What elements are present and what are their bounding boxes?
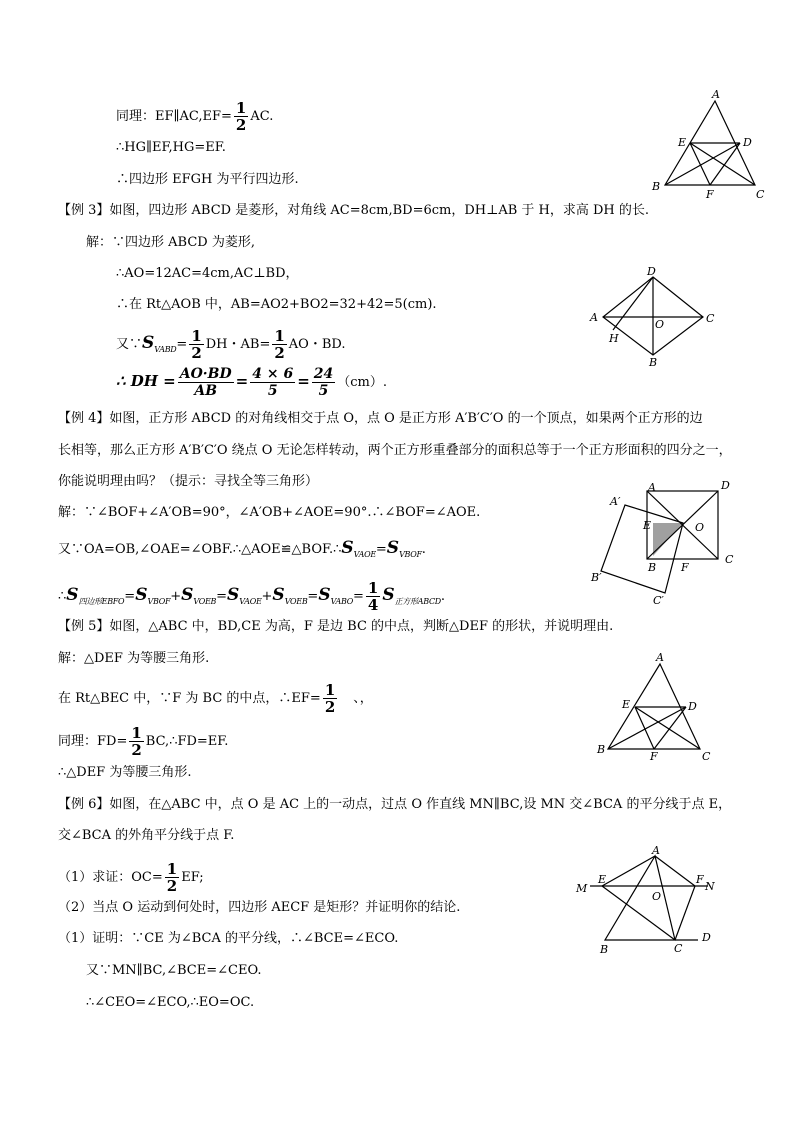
line-2: ∴HG∥EF,HG=EF. [116, 140, 226, 155]
svg-text:E: E [622, 698, 631, 711]
example-3-heading: 【例 3】如图，四边形 ABCD 是菱形，对角线 AC=8cm,BD=6cm，DH⊥AB 于 H，求高 DH 的长. [58, 203, 650, 218]
figure-triangle-mn [570, 840, 730, 960]
svg-text:A: A [648, 481, 656, 494]
svg-text:F: F [650, 750, 658, 763]
line-12: 你能说明理由吗？（提示：寻找全等三角形） [58, 474, 319, 489]
line-20: ∴△DEF 为等腰三角形. [58, 765, 192, 780]
line-25: （1）证明：∵CE 为∠BCA 的平分线，∴∠BCE=∠ECO. [58, 931, 399, 946]
line-14: 又$\because OA=OB,\angle OAE=\angle OBF.\therefore\triangle AOE≌\triangle BOF.\therefore S_{VAOE}=S_{VBOF}$. [58, 538, 426, 559]
svg-text:C: C [674, 942, 683, 955]
svg-text:E: E [678, 136, 687, 149]
svg-text:A: A [590, 311, 598, 324]
svg-text:O: O [655, 318, 665, 331]
example-4-heading: 【例 4】如图，正方形 ABCD 的对角线相交于点 O，点 O 是正方形 A′B′C′O 的一个顶点，如果两个正方形的边 [58, 411, 703, 426]
svg-text:N: N [705, 880, 715, 893]
svg-text:E: E [643, 519, 652, 532]
svg-text:B: B [648, 561, 657, 574]
line-26: 又∵MN∥BC,∠BCE=∠CEO. [86, 963, 262, 978]
svg-text:A: A [712, 88, 720, 101]
line-27: ∴∠CEO=∠ECO,∴EO=OC. [86, 995, 255, 1010]
svg-text:A′: A′ [610, 495, 621, 508]
figure-rhombus [585, 262, 725, 372]
line-15: $\therefore S_{四边形EBFO}=S_{VBOF}+S_{VOEB}=S_{VAOE}+S_{VOEB}=S_{VABO}=$ $\frac{1}{4}$ $S_{正方形ABCD}$. [58, 579, 446, 614]
line-1: 同理：EF∥AC,EF= $\frac{1}{2}$ AC. [116, 99, 274, 134]
svg-text:H: H [609, 332, 619, 345]
line-3: ∴四边形 EFGH 为平行四边形. [116, 172, 299, 187]
figure-triangle-2 [590, 652, 720, 767]
svg-text:C′: C′ [653, 594, 664, 607]
line-17: 解：△DEF 为等腰三角形. [58, 651, 210, 666]
figure-two-squares [585, 475, 745, 615]
svg-text:A: A [656, 651, 664, 664]
line-23: （1）求证：OC= $\frac{1}{2}$ EF; [58, 860, 204, 895]
example-6-heading: 【例 6】如图，在△ABC 中，点 O 是 AC 上的一动点，过点 O 作直线 MN∥BC,设 MN 交∠BCA 的平分线于点 E， [58, 797, 732, 812]
line-13: 解：∵∠BOF+∠A′OB=90°，∠A′OB+∠AOE=90°.∴∠BOF=∠AOE. [58, 505, 481, 520]
svg-text:C: C [756, 188, 765, 201]
line-7: ∴在 Rt△AOB 中，AB=AO2+BO2=32+42=5(cm). [116, 297, 437, 312]
line-6: ∴AO=12AC=4cm,AC⊥BD， [116, 266, 299, 281]
svg-text:C: C [702, 750, 711, 763]
svg-text:B: B [597, 743, 606, 756]
svg-text:D: D [647, 265, 656, 278]
svg-text:D: D [721, 479, 730, 492]
svg-text:D: D [743, 136, 752, 149]
line-5: 解：∵四边形 ABCD 为菱形, [86, 235, 255, 250]
line-8: 又$\because S_{VABD}=$ $\frac{1}{2}$ DH・AB= $\frac{1}{2}$ AO・BD. [116, 327, 346, 362]
line-22: 交∠BCA 的外角平分线于点 F. [58, 828, 235, 843]
example-5-heading: 【例 5】如图，△ABC 中，BD,CE 为高，F 是边 BC 的中点，判断△DEF 的形状，并说明理由. [58, 619, 614, 634]
svg-text:A: A [652, 844, 660, 857]
svg-text:B: B [649, 356, 658, 369]
line-24: （2）当点 O 运动到何处时，四边形 AECF 是矩形？并证明你的结论. [58, 900, 461, 915]
figure-triangle-1 [640, 86, 780, 201]
svg-text:O: O [652, 890, 662, 903]
line-9: ∴ DH = $\frac{AO\cdot BD}{AB}$ = $\frac{4 \times 6}{5}$ = $\frac{24}{5}$ （cm）. [116, 366, 388, 399]
svg-text:C: C [706, 312, 715, 325]
svg-text:D: D [688, 700, 697, 713]
svg-text:D: D [702, 931, 711, 944]
line-19: 同理：FD= $\frac{1}{2}$ BC,∴FD=EF. [58, 724, 229, 759]
line-18: 在 Rt△BEC 中，∵F 为 BC 的中点，∴EF= $\frac{1}{2}$ 、， [58, 681, 373, 716]
svg-text:F: F [681, 561, 689, 574]
svg-text:F: F [696, 873, 704, 886]
svg-text:B: B [652, 180, 661, 193]
svg-text:B: B [600, 943, 609, 956]
svg-text:E: E [598, 873, 607, 886]
fraction-half: $\frac{1}{2}$ [235, 99, 247, 134]
svg-text:C: C [725, 553, 734, 566]
svg-text:M: M [576, 882, 588, 895]
svg-text:F: F [706, 188, 714, 201]
line-11: 长相等，那么正方形 A′B′C′O 绕点 O 无论怎样转动，两个正方形重叠部分的面积总等于一个正方形面积的四分之一， [58, 443, 732, 458]
svg-text:B′: B′ [591, 571, 602, 584]
svg-text:O: O [695, 521, 705, 534]
